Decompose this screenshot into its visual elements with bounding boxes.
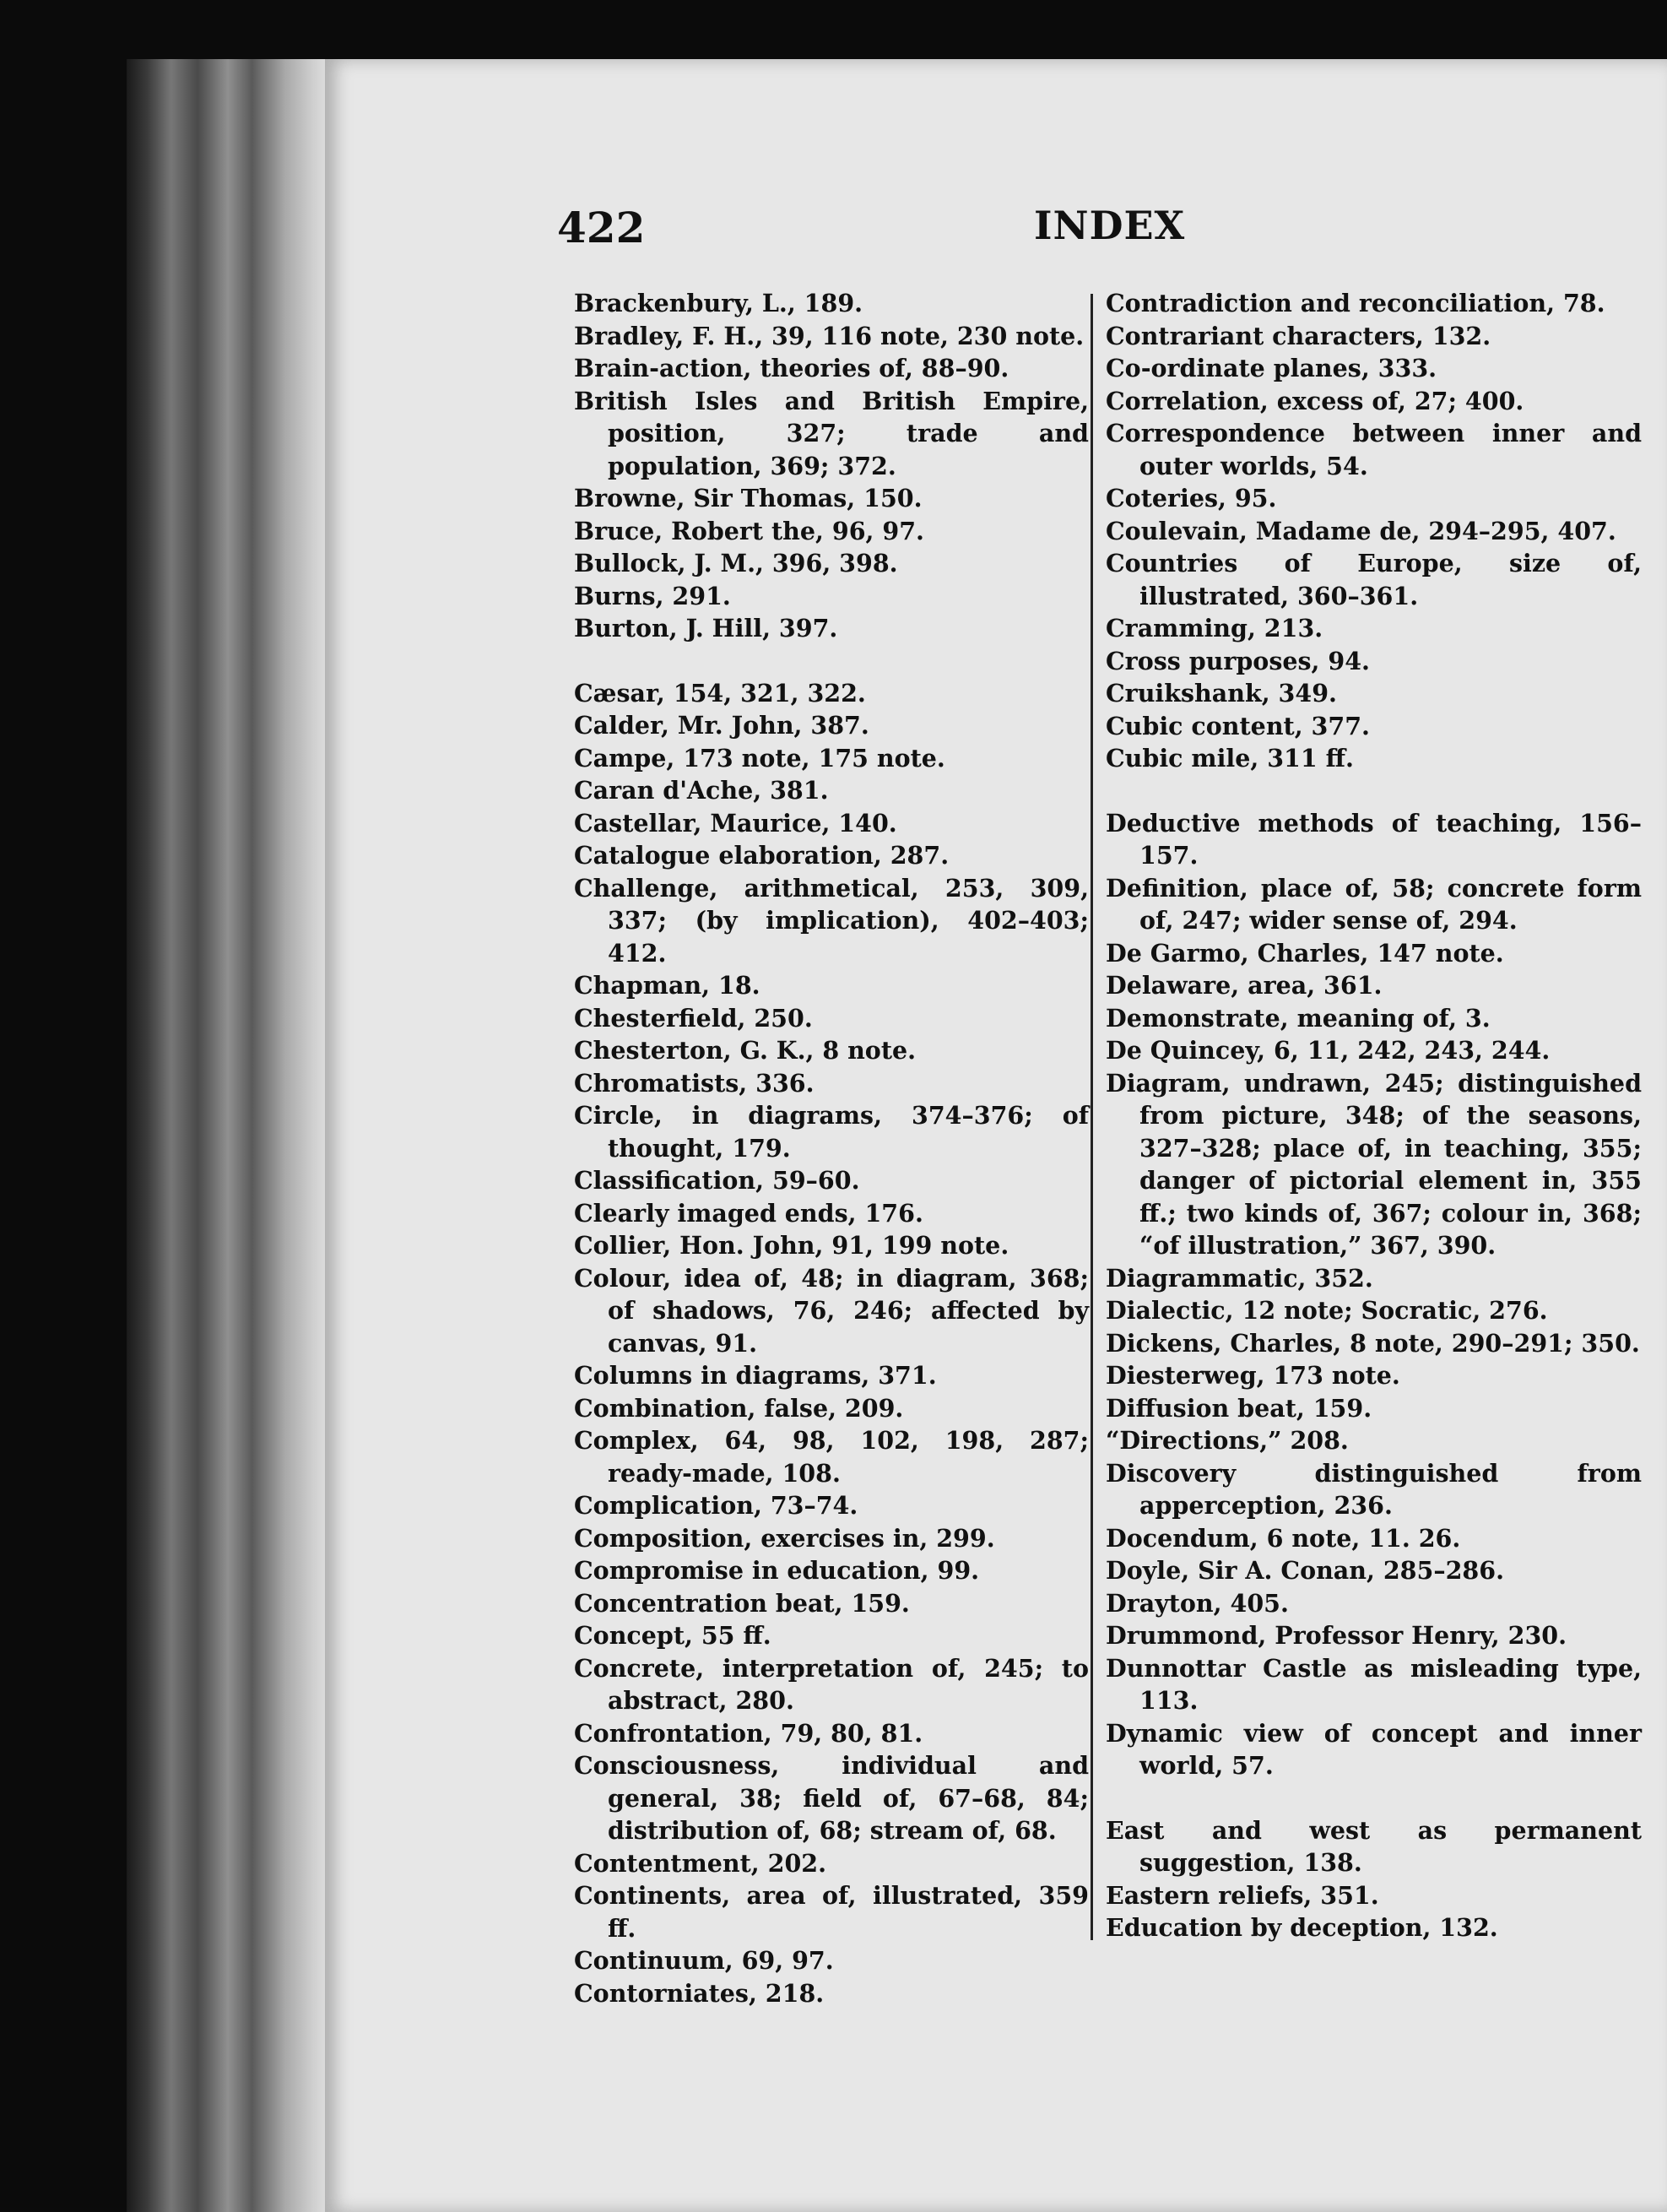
column-divider: [1091, 294, 1093, 1940]
index-entry: Challenge, arithmetical, 253, 309, 337; (by implication), 402–403; 412.: [574, 873, 1089, 968]
index-entry: Dunnottar Castle as misleading type, 113.: [1106, 1653, 1642, 1715]
index-entry: Complication, 73–74.: [574, 1491, 858, 1520]
group-gap: [1106, 1782, 1642, 1814]
index-entry: De Quincey, 6, 11, 242, 243, 244.: [1106, 1036, 1551, 1065]
index-entry: Collier, Hon. John, 91, 199 note.: [574, 1231, 1009, 1260]
index-group-d: [1106, 807, 1642, 1782]
running-title: INDEX: [1034, 203, 1186, 248]
index-entry: Diagrammatic, 352.: [1106, 1263, 1373, 1293]
index-entry: Drummond, Professor Henry, 230.: [1106, 1621, 1567, 1650]
index-entry: Campe, 173 note, 175 note.: [574, 743, 945, 773]
index-entry: Complex, 64, 98, 102, 198, 287; ready-made, 108.: [574, 1426, 1089, 1488]
index-entry: Concrete, interpretation of, 245; to abstract, 280.: [574, 1653, 1089, 1715]
index-entry: Co-ordinate planes, 333.: [1106, 354, 1437, 382]
index-entry: Drayton, 405.: [1106, 1588, 1289, 1618]
index-entry: Countries of Europe, size of, illustrated, 360–361.: [1106, 549, 1642, 610]
index-entry: Columns in diagrams, 371.: [574, 1361, 937, 1390]
index-entry: Concept, 55 ff.: [574, 1621, 771, 1650]
index-group-c-continued: [1106, 287, 1642, 775]
index-entry: Clearly imaged ends, 176.: [574, 1198, 923, 1228]
index-entry: Cubic content, 377.: [1106, 711, 1370, 740]
index-entry: Concentration beat, 159.: [574, 1588, 910, 1618]
index-entry: Dialectic, 12 note; Socratic, 276.: [1106, 1296, 1548, 1325]
index-entry: Delaware, area, 361.: [1106, 971, 1383, 1000]
index-column-left: [574, 287, 1089, 2009]
index-entry: Bullock, J. M., 396, 398.: [574, 549, 898, 577]
index-entry: Diagram, undrawn, 245; distinguished from picture, 348; of the seasons, 327–328; place of, in teaching, 355; danger of pictorial element in, 355 ff.; two kinds of, 367; colour in, 368; “of illustration,” 367, 390.: [1106, 1068, 1642, 1260]
index-entry: Classification, 59–60.: [574, 1166, 860, 1195]
book-page: [325, 59, 1667, 2212]
group-gap: [574, 645, 1089, 677]
index-entry: Bruce, Robert the, 96, 97.: [574, 516, 924, 545]
index-entry: Caran d'Ache, 381.: [574, 776, 829, 805]
index-entry: Continuum, 69, 97.: [574, 1946, 834, 1975]
index-entry: Diesterweg, 173 note.: [1106, 1361, 1400, 1390]
index-group-b: [574, 287, 1089, 645]
index-entry: Castellar, Maurice, 140.: [574, 808, 897, 838]
index-entry: British Isles and British Empire, position, 327; trade and population, 369; 372.: [574, 386, 1089, 480]
index-entry: Doyle, Sir A. Conan, 285–286.: [1106, 1556, 1504, 1585]
index-entry: Compromise in education, 99.: [574, 1556, 980, 1585]
index-entry: Correlation, excess of, 27; 400.: [1106, 386, 1524, 415]
index-entry: Definition, place of, 58; concrete form of, 247; wider sense of, 294.: [1106, 873, 1642, 935]
index-entry: Coulevain, Madame de, 294–295, 407.: [1106, 516, 1616, 545]
index-entry: Cubic mile, 311 ff.: [1106, 744, 1354, 773]
group-gap: [1106, 775, 1642, 807]
index-entry: Discovery distinguished from apperception, 236.: [1106, 1458, 1642, 1520]
index-entry: Chesterfield, 250.: [574, 1003, 813, 1033]
index-entry: Burton, J. Hill, 397.: [574, 614, 838, 642]
index-entry: Chesterton, G. K., 8 note.: [574, 1036, 917, 1065]
index-entry: Eastern reliefs, 351.: [1106, 1880, 1379, 1910]
index-entry: Brain-action, theories of, 88–90.: [574, 354, 1009, 382]
index-entry: Circle, in diagrams, 374–376; of thought, 179.: [574, 1101, 1089, 1163]
index-entry: Chapman, 18.: [574, 971, 760, 1000]
index-entry: Bradley, F. H., 39, 116 note, 230 note.: [574, 321, 1085, 350]
index-entry: Browne, Sir Thomas, 150.: [574, 484, 923, 512]
index-entry: Colour, idea of, 48; in diagram, 368; of shadows, 76, 246; affected by canvas, 91.: [574, 1263, 1089, 1358]
index-entry: Contentment, 202.: [574, 1848, 827, 1878]
index-entry: Cruikshank, 349.: [1106, 679, 1337, 708]
index-column-right: [1106, 287, 1642, 1944]
index-entry: Consciousness, individual and general, 38; field of, 67–68, 84; distribution of, 68; stream of, 68.: [574, 1751, 1089, 1845]
index-entry: East and west as permanent suggestion, 138.: [1106, 1815, 1642, 1877]
index-entry: Dickens, Charles, 8 note, 290–291; 350.: [1106, 1328, 1640, 1358]
index-entry: Contrariant characters, 132.: [1106, 321, 1491, 350]
index-entry: Brackenbury, L., 189.: [574, 289, 863, 317]
index-entry: Chromatists, 336.: [574, 1068, 815, 1098]
book-edge: [127, 59, 329, 2212]
index-entry: Demonstrate, meaning of, 3.: [1106, 1003, 1491, 1033]
index-entry: Correspondence between inner and outer worlds, 54.: [1106, 419, 1642, 480]
index-entry: Diffusion beat, 159.: [1106, 1393, 1372, 1423]
index-entry: Coteries, 95.: [1106, 484, 1277, 512]
index-entry: Burns, 291.: [574, 581, 731, 610]
index-group-c: [574, 677, 1089, 2010]
index-entry: Cross purposes, 94.: [1106, 646, 1370, 675]
index-group-e: [1106, 1814, 1642, 1944]
index-entry: “Directions,” 208.: [1106, 1426, 1349, 1455]
index-entry: Calder, Mr. John, 387.: [574, 711, 869, 740]
index-entry: Dynamic view of concept and inner world, 57.: [1106, 1718, 1642, 1780]
index-entry: Continents, area of, illustrated, 359 ff.: [574, 1881, 1089, 1943]
index-entry: Catalogue elaboration, 287.: [574, 841, 950, 870]
index-entry: De Garmo, Charles, 147 note.: [1106, 938, 1504, 968]
index-entry: Confrontation, 79, 80, 81.: [574, 1718, 923, 1748]
page-number: 422: [557, 203, 646, 252]
index-entry: Education by deception, 132.: [1106, 1913, 1498, 1942]
index-entry: Combination, false, 209.: [574, 1393, 904, 1423]
index-entry: Cæsar, 154, 321, 322.: [574, 678, 866, 708]
index-entry: Contorniates, 218.: [574, 1978, 825, 2008]
index-entry: Composition, exercises in, 299.: [574, 1523, 995, 1553]
index-entry: Cramming, 213.: [1106, 614, 1323, 642]
index-entry: Contradiction and reconciliation, 78.: [1106, 289, 1605, 317]
index-entry: Docendum, 6 note, 11. 26.: [1106, 1523, 1461, 1553]
page-header: [325, 203, 1667, 270]
index-entry: Deductive methods of teaching, 156–157.: [1106, 808, 1642, 870]
